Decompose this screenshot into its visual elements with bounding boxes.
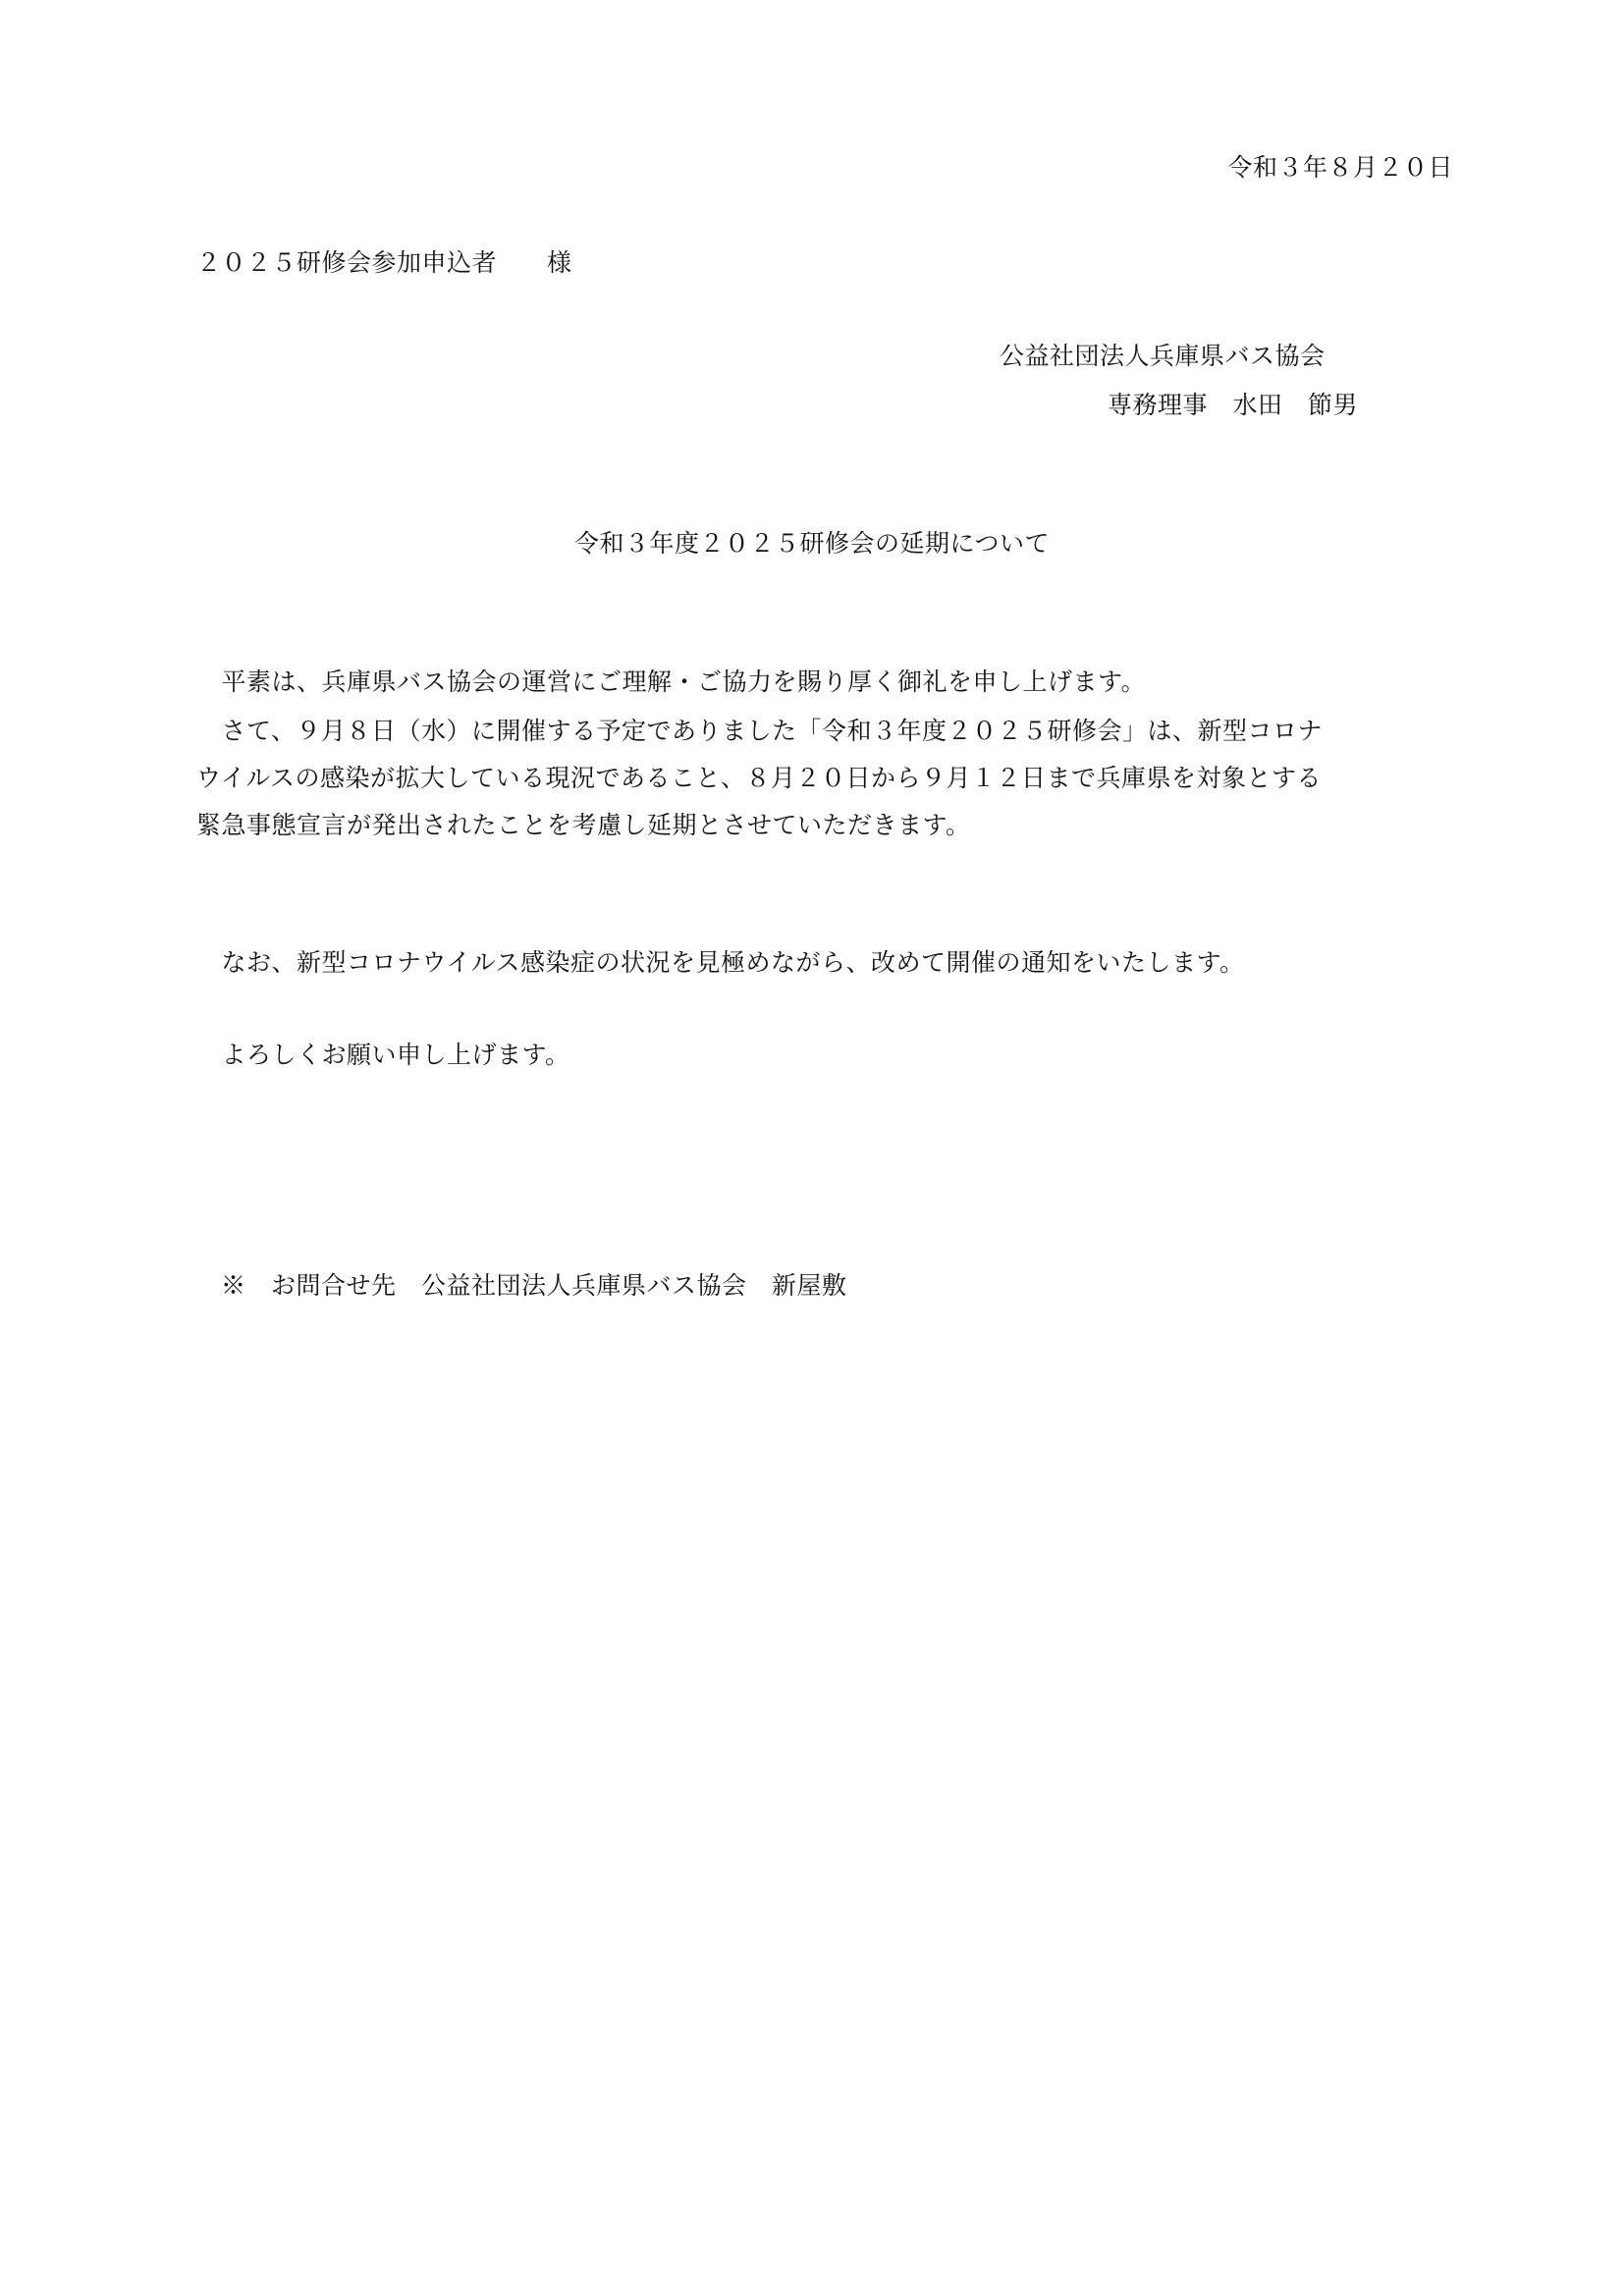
sender-person: 専務理事 水田 節男 — [1108, 391, 1359, 419]
contact-information: ※ お問合せ先 公益社団法人兵庫県バス協会 新屋敷 — [221, 1271, 847, 1300]
sender-organization: 公益社団法人兵庫県バス協会 — [1000, 342, 1326, 370]
body-paragraph-2-line-1: さて、９月８日（水）に開催する予定でありました「令和３年度２０２５研修会」は、新型コロナ — [196, 717, 1324, 745]
body-paragraph-2-line-2: ウイルスの感染が拡大している現況であること、８月２０日から９月１２日まで兵庫県を対象とする — [196, 764, 1323, 792]
document-date: 令和３年８月２０日 — [1227, 153, 1453, 182]
body-paragraph-3: なお、新型コロナウイルス感染症の状況を見極めながら、改めて開催の通知をいたします。 — [196, 948, 1245, 977]
body-paragraph-1: 平素は、兵庫県バス協会の運営にご理解・ご協力を賜り厚く御礼を申し上げます。 — [196, 667, 1147, 696]
closing-remark: よろしくお願い申し上げます。 — [196, 1041, 570, 1069]
recipient-line: ２０２５研修会参加申込者 様 — [196, 248, 572, 277]
document-title: 令和３年度２０２５研修会の延期について — [573, 529, 1050, 558]
body-paragraph-2-line-3: 緊急事態宣言が発出されたことを考慮し延期とさせていただきます。 — [196, 811, 971, 839]
